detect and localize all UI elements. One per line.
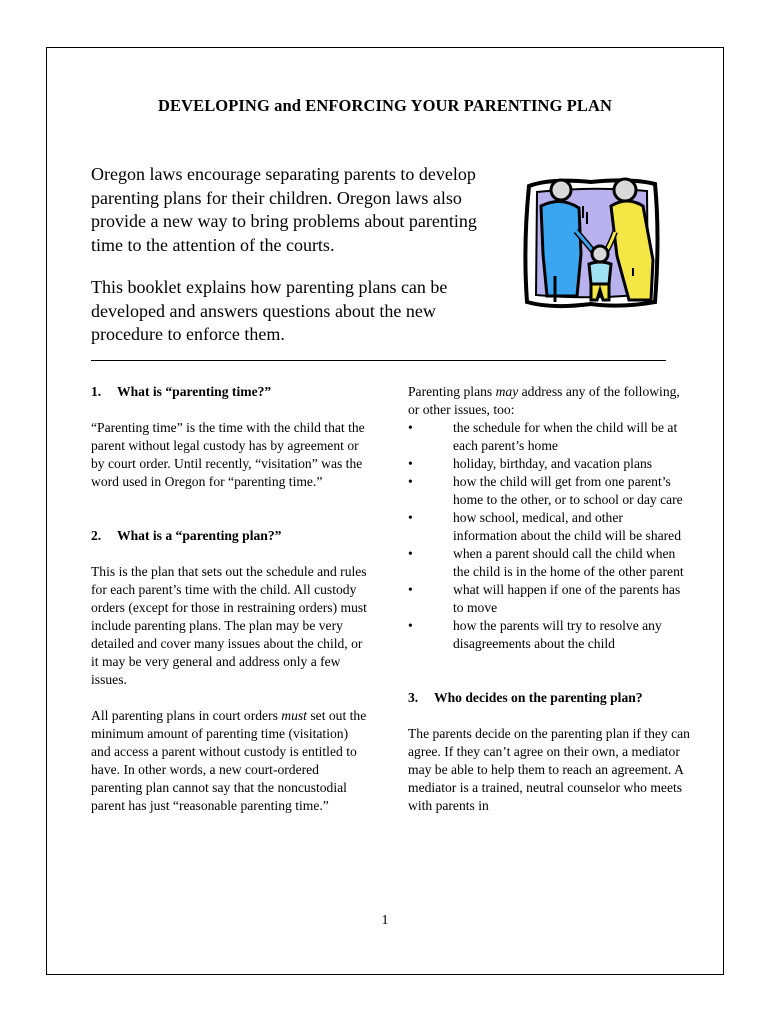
bullet-icon: • [408,456,413,471]
bullet-icon: • [408,420,413,435]
list-item-text: how the parents will try to resolve any disagreements about the child [453,618,662,651]
list-item [408,509,690,545]
section-divider [91,360,666,361]
list-item [408,545,690,581]
section-1-body: “Parenting time” is the time with the child that the parent without legal custody has by agreement or by court order. Until recently, “visitation” was the word used in Oregon for “parenting time.” [91,420,365,489]
document-title: DEVELOPING and ENFORCING YOUR PARENTING PLAN [157,96,613,115]
plan-issues-intro [408,383,690,419]
intro-paragraph-2: This booklet explains how parenting plans can be developed and answers questions about the new procedure to enforce them. [91,277,448,344]
plan-issues-intro-b: address any of the following, or other issues, too: [408,384,680,417]
list-item [408,617,690,653]
bullet-icon: • [408,546,413,561]
page-number: 1 [381,913,389,928]
list-item [408,473,690,509]
section-2-body-1: This is the plan that sets out the schedule and rules for each parent’s time with the child. All custody orders (except for those in restraining orders) must include parenting plans. The plan may be very detailed and cover many issues about the child, or it may be very general and address only a few issues. [91,564,367,687]
section-2-heading-text: What is a “parenting plan?” [117,528,282,543]
bullet-icon: • [408,582,413,597]
list-item [408,419,690,455]
bullet-icon: • [408,618,413,633]
section-2-body-2-emphasis: must [281,708,307,723]
list-item-text: how the child will get from one parent’s home to the other, or to school or day care [453,474,683,507]
left-column [91,383,371,815]
list-item-text: the schedule for when the child will be at each parent’s home [453,420,678,453]
section-1-heading-text: What is “parenting time?” [117,384,272,399]
section-2-body-2 [91,707,371,815]
section-3-body: The parents decide on the parenting plan if they can agree. If they can’t agree on their own, a mediator may be able to help them to reach an agreement. A mediator is a trained, neutral counselor who meets with parents in [408,726,690,813]
section-2-body-2-a: All parenting plans in court orders [91,708,282,723]
list-item-text: holiday, birthday, and vacation plans [453,456,653,471]
list-item [408,581,690,617]
right-column [408,383,690,815]
section-3-number: 3. [408,690,419,705]
list-item [408,455,690,473]
section-1-number: 1. [91,384,102,399]
plan-issues-intro-emphasis: may [495,384,519,399]
section-3-heading-text: Who decides on the parenting plan? [434,690,643,705]
list-item-text: what will happen if one of the parents has to move [453,582,681,615]
section-3-heading [408,689,690,707]
bullet-icon: • [408,510,413,525]
plan-issues-intro-a: Parenting plans [408,384,496,399]
intro-paragraph-1: Oregon laws encourage separating parents to develop parenting plans for their children. Oregon laws also provide a new way to bring problems about parenting time to the attention of the courts. [91,164,477,255]
bullet-icon: • [408,474,413,489]
plan-issues-list [408,419,690,653]
section-1-heading [91,383,371,401]
list-item-text: when a parent should call the child when the child is in the home of the other parent [453,546,684,579]
section-2-heading [91,527,371,545]
list-item-text: how school, medical, and other information about the child will be shared [453,510,682,543]
section-2-body-2-b: set out the minimum amount of parenting time (visitation) and access a parent without custody is entitled to have. In other words, a new court-ordered parenting plan cannot say that the noncustodial parent has just “reasonable parenting time.” [91,708,367,813]
section-2-number: 2. [91,528,102,543]
family-clipart-icon [521,176,661,310]
